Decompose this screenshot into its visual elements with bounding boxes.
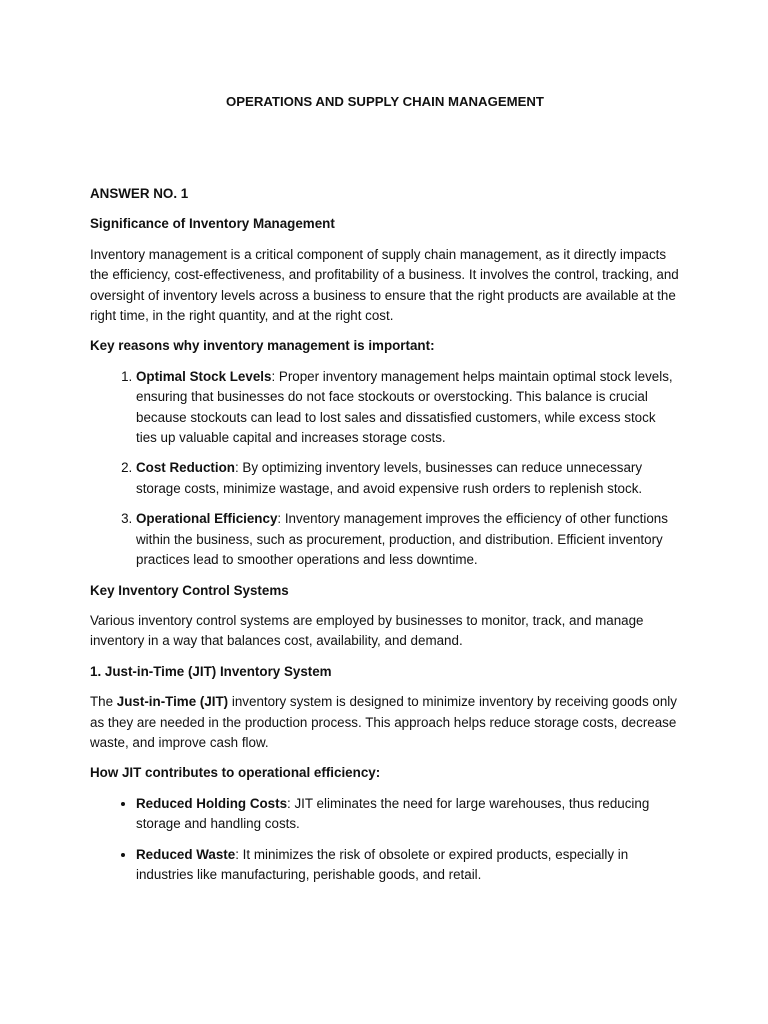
control-systems-heading: Key Inventory Control Systems xyxy=(90,582,289,598)
benefit-term: Reduced Waste xyxy=(136,846,236,862)
jit-paragraph xyxy=(90,692,680,753)
list-item xyxy=(136,509,680,570)
reason-text: : Proper inventory management helps maintain optimal stock levels, ensuring that businesses do not face stockouts or overstocking. This balance is crucial because stockouts can lead to lost sales and dissatisfied customers, while excess stock ties up valuable capital and increases storage costs. xyxy=(136,368,673,446)
benefit-term: Reduced Holding Costs xyxy=(136,795,288,811)
reason-term: Optimal Stock Levels xyxy=(136,368,272,384)
answer-label: ANSWER NO. 1 xyxy=(90,186,189,201)
list-item xyxy=(136,794,680,835)
key-reasons-heading: Key reasons why inventory management is important: xyxy=(90,338,435,354)
list-item xyxy=(136,458,680,499)
reason-term: Operational Efficiency xyxy=(136,511,278,527)
section-heading-significance: Significance of Inventory Management xyxy=(90,216,335,232)
jit-efficiency-heading: How JIT contributes to operational efficiency: xyxy=(90,765,381,781)
jit-paragraph-suffix: inventory system is designed to minimize inventory by receiving goods only as they are needed in the production process. This approach helps reduce storage costs, decrease waste, and improve cash flow. xyxy=(90,694,677,750)
control-systems-paragraph: Various inventory control systems are employed by businesses to monitor, track, and manage inventory in a way that balances cost, availability, and demand. xyxy=(90,612,644,649)
jit-paragraph-prefix: The xyxy=(90,694,117,710)
benefit-text: : It minimizes the risk of obsolete or expired products, especially in industries like manufacturing, perishable goods, and retail. xyxy=(136,846,629,882)
jit-heading: 1. Just-in-Time (JIT) Inventory System xyxy=(90,663,332,679)
reason-text: : By optimizing inventory levels, businesses can reduce unnecessary storage costs, minimize wastage, and avoid expensive rush orders to replenish stock. xyxy=(136,460,643,496)
benefit-text: : JIT eliminates the need for large warehouses, thus reducing storage and handling costs. xyxy=(136,795,650,832)
document-body xyxy=(90,92,680,885)
reason-term: Cost Reduction xyxy=(136,460,235,476)
jit-term: Just-in-Time (JIT) xyxy=(116,694,229,710)
jit-benefits-list xyxy=(90,794,680,886)
intro-paragraph: Inventory management is a critical component of supply chain management, as it directly impacts the efficiency, cost-effectiveness, and profitability of a business. It involves the control, tracking, and oversight of inventory levels across a business to ensure that the right products are available at the right time, in the right quantity, and at the right cost. xyxy=(90,246,679,324)
list-item xyxy=(136,845,680,886)
reasons-list xyxy=(90,367,680,571)
document-title: OPERATIONS AND SUPPLY CHAIN MANAGEMENT xyxy=(226,94,544,109)
list-item xyxy=(136,367,680,449)
reason-text: : Inventory management improves the efficiency of other functions within the business, such as procurement, production, and distribution. Efficient inventory practices lead to smoother operations and less downtime. xyxy=(136,511,668,568)
